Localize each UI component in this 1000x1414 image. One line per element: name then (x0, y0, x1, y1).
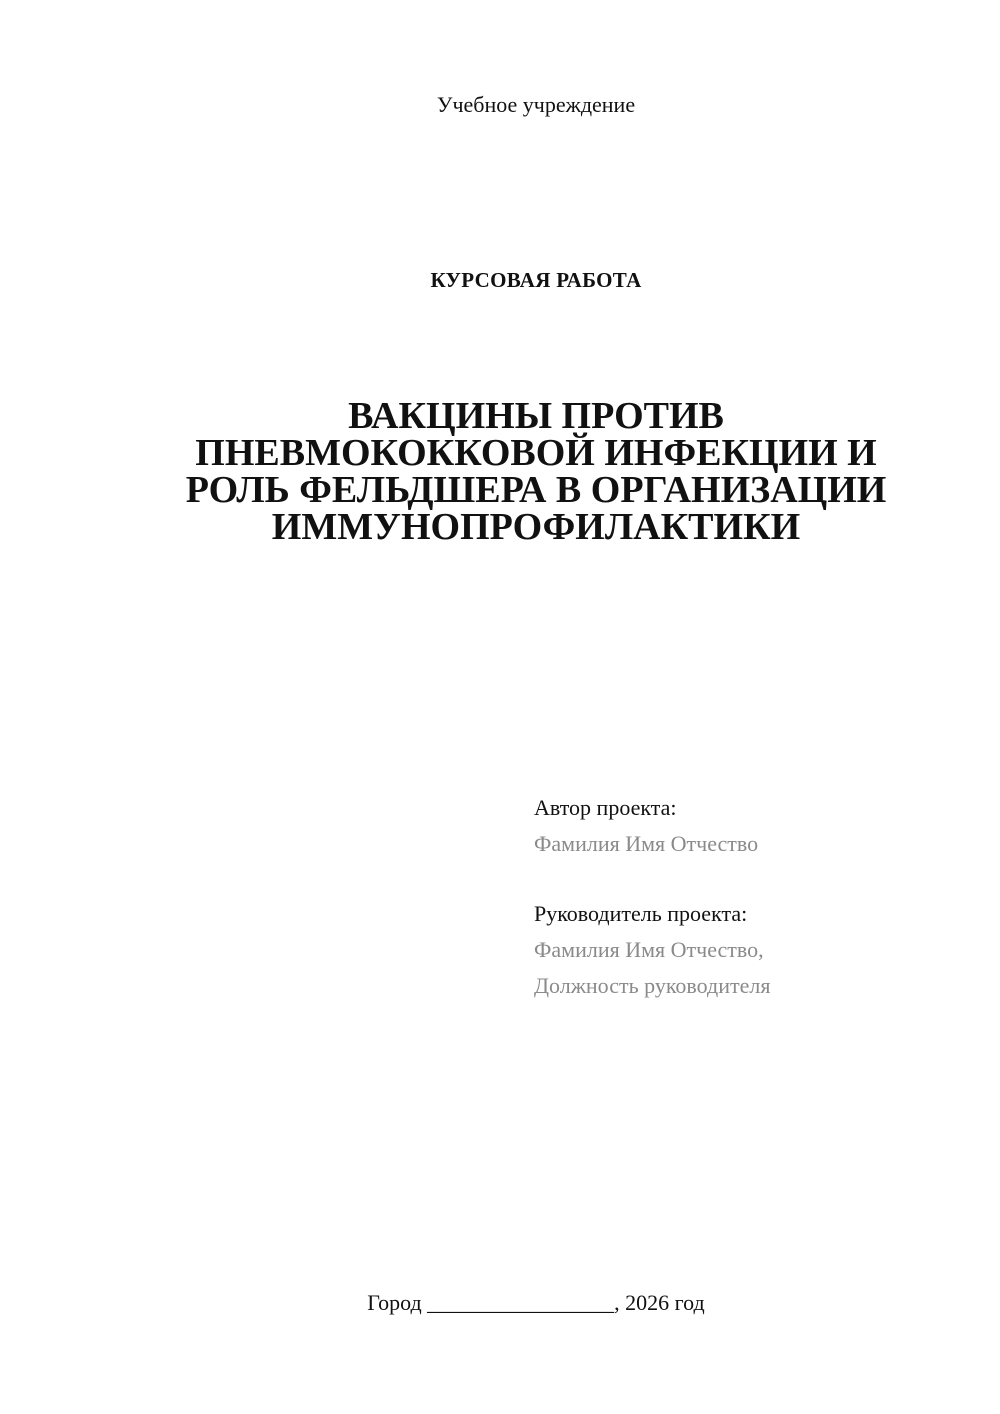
city-year-line (0, 1290, 1000, 1316)
authors-block (534, 790, 974, 1004)
city-blank-line: _________________ (427, 1290, 615, 1315)
title-line: ПНЕВМОКОККОВОЙ ИНФЕКЦИИ И (195, 432, 877, 474)
city-label: Город (367, 1290, 422, 1315)
title-line: РОЛЬ ФЕЛЬДШЕРА В ОРГАНИЗАЦИИ (185, 469, 887, 511)
supervisor-label: Руководитель проекта: (534, 901, 748, 926)
year-text: , 2026 год (614, 1290, 705, 1315)
title-line: ИММУНОПРОФИЛАКТИКИ (271, 506, 801, 548)
institution-name: Учебное учреждение (436, 92, 636, 117)
supervisor-position: Должность руководителя (534, 973, 771, 998)
work-type-heading: КУРСОВАЯ РАБОТА (430, 268, 642, 292)
title-line: ВАКЦИНЫ ПРОТИВ (348, 395, 724, 437)
author-label: Автор проекта: (534, 795, 677, 820)
spacer (534, 862, 974, 896)
supervisor-name: Фамилия Имя Отчество, (534, 937, 764, 962)
document-title (140, 395, 932, 548)
author-name: Фамилия Имя Отчество (534, 831, 759, 856)
